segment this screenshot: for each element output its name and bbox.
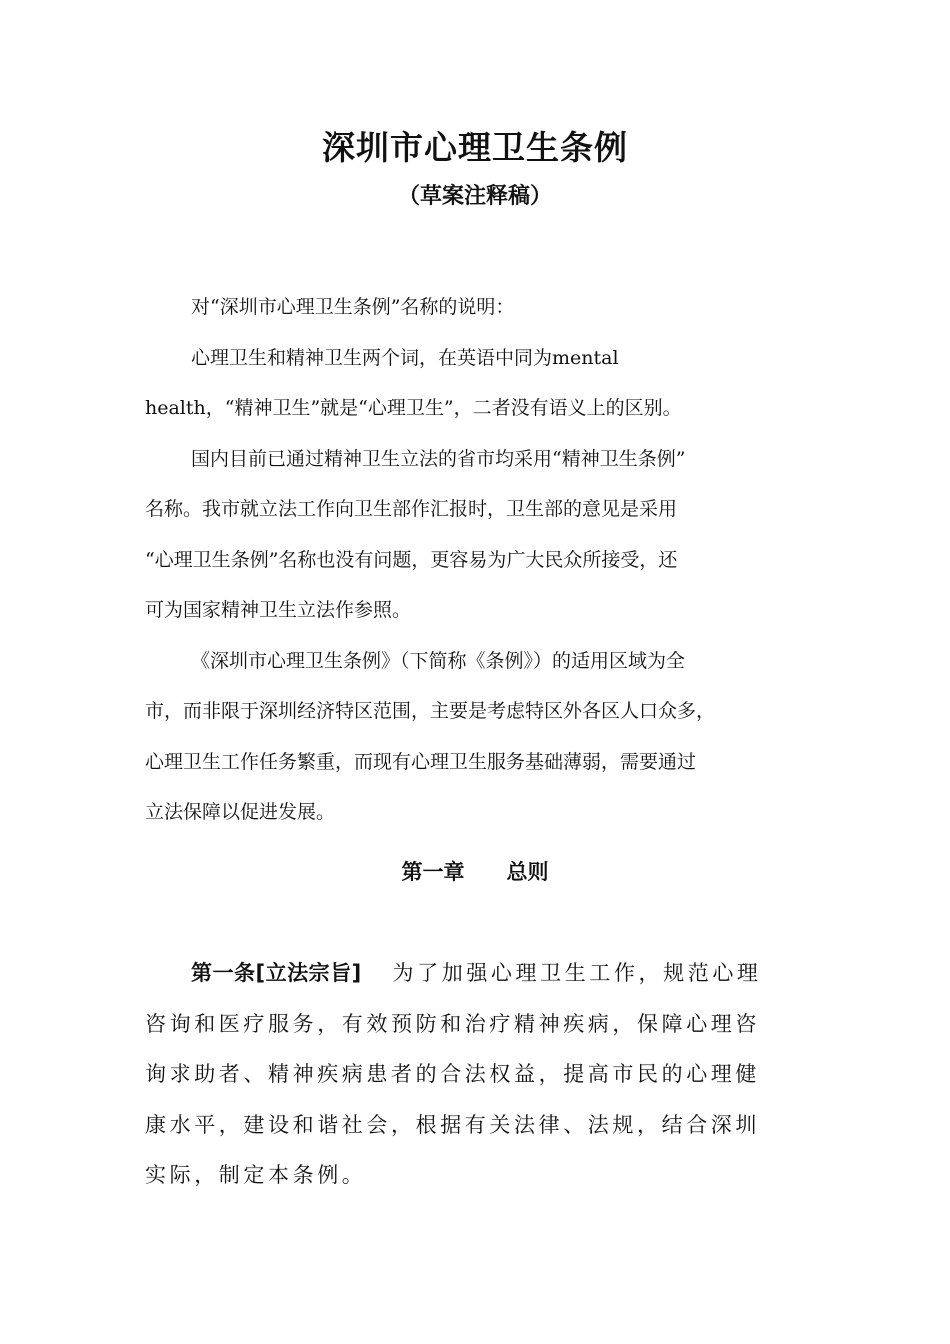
- note-paragraph-2-line-2: health，“精神卫生”就是“心理卫生”，二者没有语义上的区别。: [145, 397, 682, 419]
- article-1-heading: 第一条[立法宗旨]: [191, 961, 362, 985]
- note-paragraph-2-line-1: 心理卫生和精神卫生两个词，在英语中同为mental: [191, 346, 619, 369]
- article-1-text-1: 为了加强心理卫生工作，规范心理: [392, 961, 762, 985]
- document-subtitle: （草案注释稿）: [397, 184, 552, 209]
- article-1-line-3: 询求助者、精神疾病患者的合法权益，提高市民的心理健: [145, 1062, 760, 1086]
- note-paragraph-3-line-1: 国内目前已通过精神卫生立法的省市均采用“精神卫生条例”: [191, 447, 686, 470]
- note-paragraph-3-line-2: 名称。我市就立法工作向卫生部作汇报时，卫生部的意见是采用: [145, 498, 678, 520]
- article-1: [145, 948, 815, 1201]
- article-1-line-4: 康水平，建设和谐社会，根据有关法律、法规，结合深圳: [145, 1112, 760, 1137]
- note-paragraph-4-line-1: 《深圳市心理卫生条例》（下简称《条例》）的适用区域为全: [191, 649, 686, 672]
- note-paragraph-4-line-3: 心理卫生工作任务繁重，而现有心理卫生服务基础薄弱，需要通过: [145, 750, 697, 773]
- document-title: 深圳市心理卫生条例: [322, 128, 628, 167]
- note-paragraph-1: 对“深圳市心理卫生条例”名称的说明：: [191, 296, 515, 318]
- note-paragraph-3-line-3: “心理卫生条例”名称也没有问题，更容易为广大民众所接受，还: [145, 548, 678, 571]
- article-1-line-5: 实际，制定本条例。: [145, 1163, 367, 1187]
- note-paragraph-4-line-2: 市，而非限于深圳经济特区范围，主要是考虑特区外各区人口众多，: [145, 700, 716, 722]
- chapter-heading: 第一章 总则: [401, 860, 549, 884]
- annotation-notes: [145, 282, 825, 838]
- note-paragraph-4-line-4: 立法保障以促进发展。: [145, 801, 336, 823]
- note-paragraph-3-line-4: 可为国家精神卫生立法作参照。: [145, 599, 412, 621]
- article-1-line-2: 咨询和医疗服务，有效预防和治疗精神疾病，保障心理咨: [145, 1011, 760, 1036]
- article-1-line-1: [145, 948, 815, 999]
